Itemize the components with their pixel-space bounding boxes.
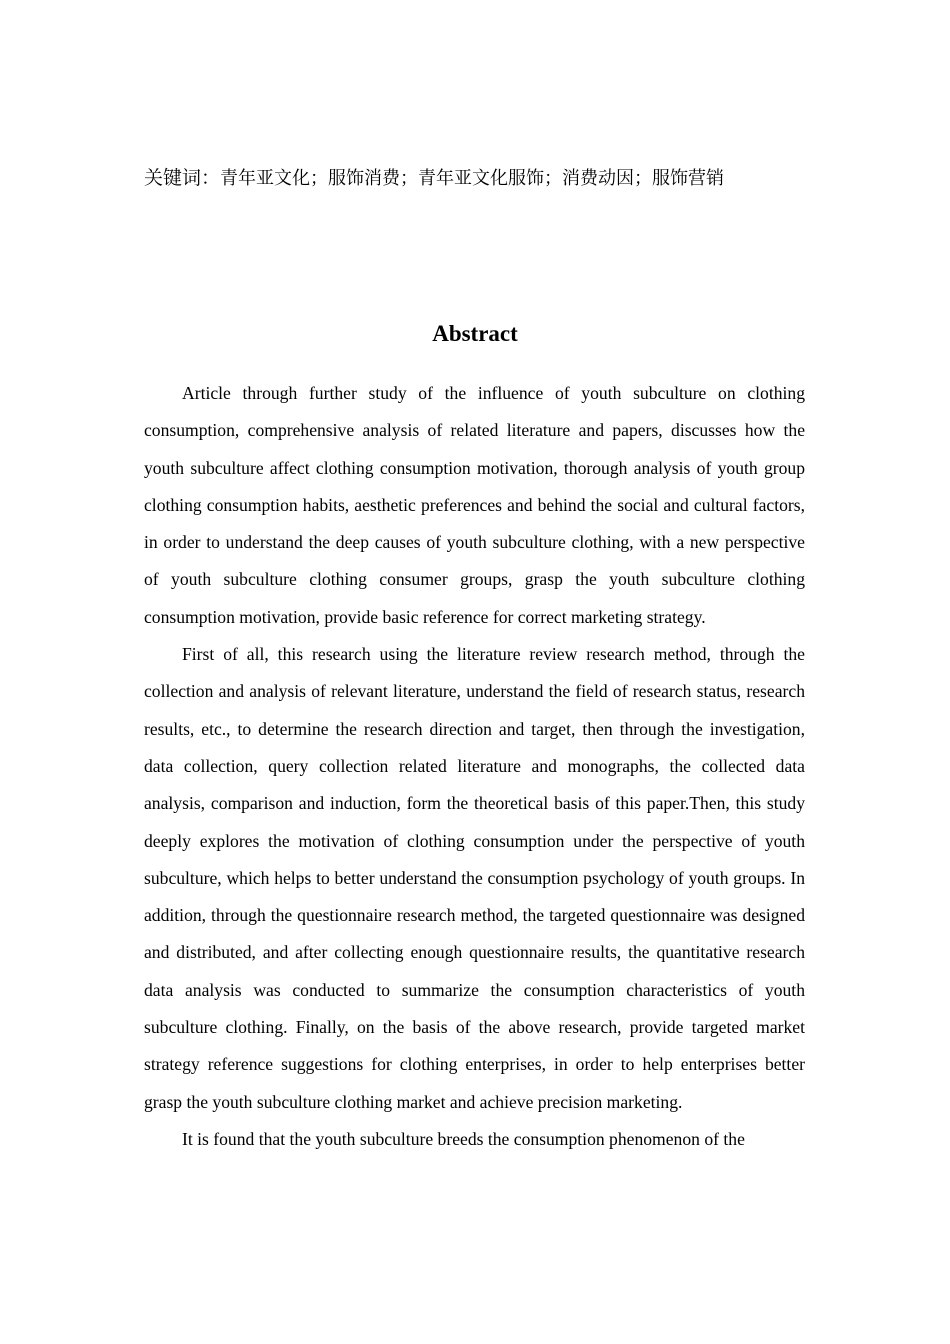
keywords-text: 青年亚文化；服饰消费；青年亚文化服饰；消费动因；服饰营销	[220, 168, 725, 189]
abstract-heading: Abstract	[432, 321, 518, 346]
abstract-paragraph-2: First of all, this research using the literature review research method, through the collection and analysis of relevant literature, understand the field of research status, research results, etc., to determine the research direction and target, then through the investigation, data collection, query collection related literature and monographs, the collected data analysis, comparison and induction, form the theoretical basis of this paper.Then, this study deeply explores the motivation of clothing consumption under the perspective of youth subculture, which helps to better understand the consumption psychology of youth groups. In addition, through the questionnaire research method, the targeted questionnaire was designed and distributed, and after collecting enough questionnaire results, the quantitative research data analysis was conducted to summarize the consumption characteristics of youth subculture clothing. Finally, on the basis of the above research, provide targeted market strategy reference suggestions for clothing enterprises, in order to help enterprises better grasp the youth subculture clothing market and achieve precision marketing.	[144, 644, 805, 1112]
abstract-paragraph-3: It is found that the youth subculture breeds the consumption phenomenon of the	[182, 1128, 745, 1149]
keywords-line	[144, 164, 824, 193]
abstract-paragraph-1: Article through further study of the influence of youth subculture on clothing consumption, comprehensive analysis of related literature and papers, discusses how the youth subculture affect clothing consumption motivation, thorough analysis of youth group clothing consumption habits, aesthetic preferences and behind the social and cultural factors, in order to understand the deep causes of youth subculture clothing, with a new perspective of youth subculture clothing consumer groups, grasp the youth subculture clothing consumption motivation, provide basic reference for correct marketing strategy.	[144, 383, 805, 627]
abstract-body	[144, 375, 805, 1158]
keywords-label: 关键词：	[144, 167, 221, 189]
